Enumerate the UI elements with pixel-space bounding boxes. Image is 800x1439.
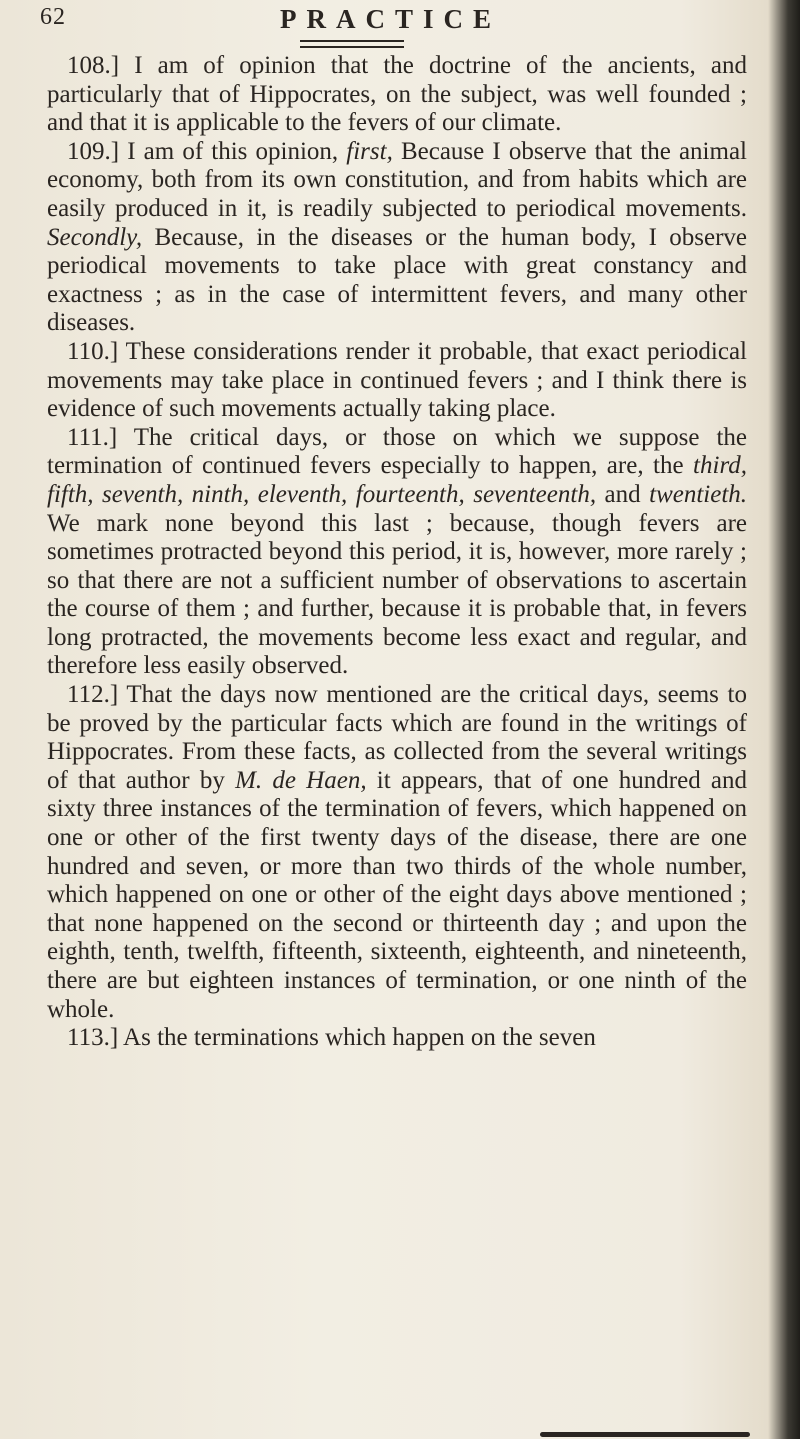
paragraph-text: These considerations render it probable, that exact periodical movements may take place in continued fevers ; and I think there is evidence of such movements actually taking place. xyxy=(47,337,747,423)
paragraph-text: As the terminations which happen on the seven xyxy=(123,1024,596,1052)
italic-days: twentieth. xyxy=(649,480,748,508)
paragraph-text: That the days now mentioned are the critical days, seems to be proved by the particular facts which are found in the writings of Hippocrates. From these facts, as collected from the several writings of that author by xyxy=(47,681,747,794)
italic-author: M. de Haen, xyxy=(235,766,367,794)
header-rule xyxy=(300,46,404,48)
italic-word: first, xyxy=(346,137,393,165)
paragraph-111 xyxy=(47,424,747,681)
paragraph-number: 113.] xyxy=(67,1024,119,1052)
paragraph-text: I am of this opinion, xyxy=(127,137,339,165)
running-head: PRACTICE xyxy=(280,4,502,34)
paragraph-number: 111.] xyxy=(67,423,118,451)
header-rule xyxy=(300,40,404,42)
italic-word: Secondly, xyxy=(47,223,143,251)
paragraph-text: I am of opinion that the doctrine of the ancients, and particularly that of Hippocrates, on the subject, was well founded ; and that it is applicable to the fevers of our climate. xyxy=(47,52,747,137)
paragraph-text: Because, in the diseases or the human body, I observe periodical movements to take place with great constancy and exactness ; as in the case of intermittent fevers, and many other diseases. xyxy=(47,223,748,337)
paragraph-text: Because I observe that the animal economy, both from its own constitution, and from habits which are easily produced in it, is readily subjected to periodical movements. xyxy=(47,137,747,222)
paragraph-number: 108.] xyxy=(67,52,120,79)
paragraph-109 xyxy=(47,138,747,338)
paragraph-112 xyxy=(47,681,747,1024)
paragraph-number: 109.] xyxy=(67,137,120,165)
page-header xyxy=(40,4,760,40)
paragraph-text: and xyxy=(604,480,641,508)
paragraph-text: it appears, that of one hundred and sixty three instances of the termination of fevers, which happened on one or other of the first twenty days of the disease, there are one hundred and seven, or more than two thirds of the whole number, which happened on one or other of the eight days above mentioned ; that none happened on the second or thirteenth day ; and upon the eighth, tenth, twelfth, fifteenth, sixteenth, eighteenth, and nineteenth, there are but eighteen instances of termination, or one ninth of the whole. xyxy=(47,766,748,1023)
paragraph-110 xyxy=(47,338,747,424)
body-text xyxy=(47,52,747,1053)
paragraph-text: We mark none beyond this last ; because, though fevers are sometimes protracted beyond this period, it is, however, more rarely ; so that there are not a sufficient number of observations to ascertain the course of them ; and further, because it is probable that, in fevers long protracted, the movements become less exact and regular, and therefore less easily observed. xyxy=(47,509,747,680)
page-number: 62 xyxy=(40,4,66,30)
page-edge-mark xyxy=(540,1432,750,1437)
paragraph-number: 110.] xyxy=(67,337,119,365)
paragraph-number: 112.] xyxy=(67,681,119,709)
italic-days: third, fifth, seventh, ninth, eleventh, fourteenth, seventeenth, xyxy=(47,452,747,508)
paragraph-113 xyxy=(47,1024,747,1053)
paragraph-text: The critical days, or those on which we suppose the termination of continued fevers especially to happen, are, the xyxy=(47,423,747,480)
paragraph-108 xyxy=(47,52,747,138)
